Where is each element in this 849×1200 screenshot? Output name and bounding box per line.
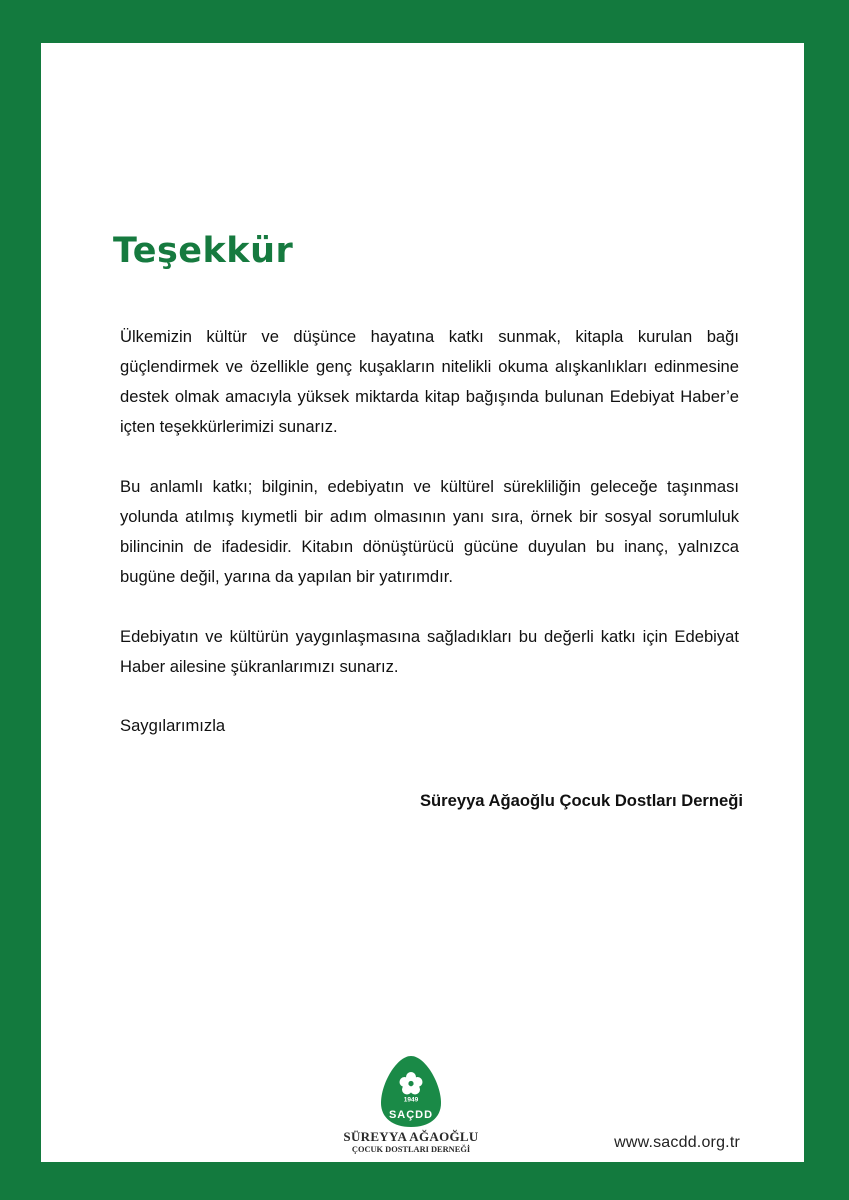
logo-name-line1: SÜREYYA AĞAOĞLU: [343, 1129, 479, 1144]
website-url: www.sacdd.org.tr: [614, 1134, 740, 1151]
paragraph-thanks: Ülkemizin kültür ve düşünce hayatına katkı sunmak, kitapla kurulan bağı güçlendirmek ve özellikle genç kuşakların nitelikli okuma alışkanlıkları edinmesine destek olmak amacıyla yüksek miktarda kitap bağışında bulunan Edebiyat Haber’e içten teşekkürlerimizi sunarız.: [120, 327, 739, 436]
closing-salutation: Saygılarımızla: [120, 716, 226, 735]
letter-page: [41, 43, 804, 1162]
paragraph-contribution: Bu anlamlı katkı; bilginin, edebiyatın ve kültürel sürekliliğin geleceğe taşınması yolunda atılmış kıymetli bir adım olmasının yanı sıra, örnek bir sosyal sorumluluk bilincinin de ifadesidir. Kitabın dönüştürücü gücüne duyulan bu inanç, yalnızca bugüne değil, yarına da yapılan bir yatırımdır.: [120, 477, 739, 586]
logo-acronym: SAÇDD: [388, 1109, 434, 1121]
logo-emblem: [337, 1053, 485, 1131]
logo-year: 1949: [403, 1096, 419, 1104]
signature: Süreyya Ağaoğlu Çocuk Dostları Derneği: [419, 791, 743, 810]
association-logo: [337, 1053, 485, 1158]
letter-title: Teşekkür: [113, 231, 294, 271]
logo-name-line2: ÇOCUK DOSTLARI DERNEĞİ: [351, 1145, 471, 1154]
paragraph-gratitude: Edebiyatın ve kültürün yaygınlaşmasına sağladıkları bu değerli katkı için Edebiyat Haber ailesine şükranlarımızı sunarız.: [120, 627, 739, 676]
